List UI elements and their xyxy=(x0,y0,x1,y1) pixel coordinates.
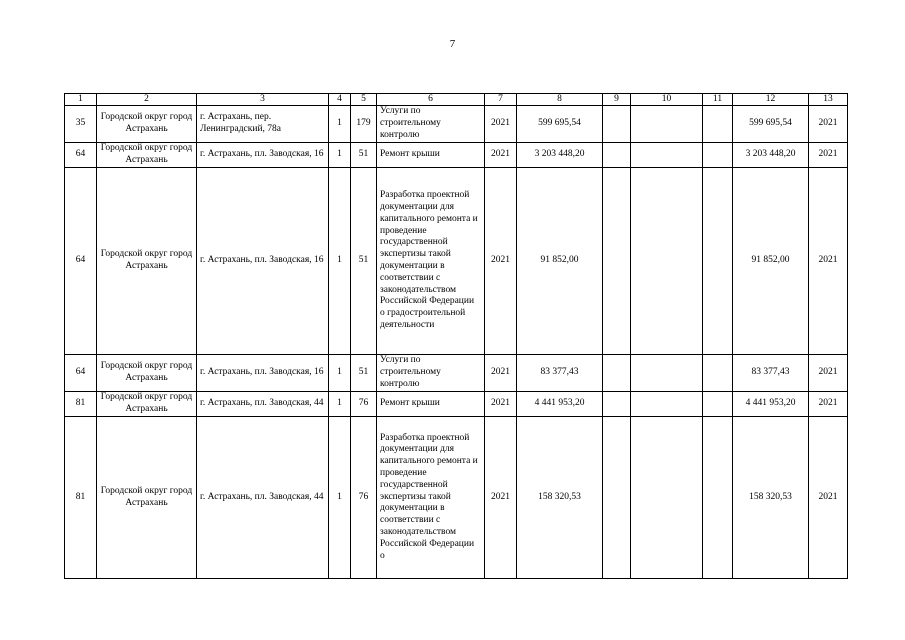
year-end: 2021 xyxy=(809,355,848,392)
col-9 xyxy=(603,392,631,417)
col-4: 1 xyxy=(329,143,351,168)
col-5: 179 xyxy=(351,106,377,143)
col-5: 51 xyxy=(351,168,377,355)
year: 2021 xyxy=(485,143,517,168)
column-header: 8 xyxy=(517,94,603,106)
address: г. Астрахань, пер. Ленинградский, 78а xyxy=(197,106,329,143)
table-row xyxy=(65,143,848,168)
col-10 xyxy=(631,417,703,579)
work-type: Услуги по строительному контролю xyxy=(377,355,485,392)
col-9 xyxy=(603,168,631,355)
year-end: 2021 xyxy=(809,143,848,168)
cost: 3 203 448,20 xyxy=(517,143,603,168)
col-5: 51 xyxy=(351,143,377,168)
year: 2021 xyxy=(485,168,517,355)
address: г. Астрахань, пл. Заводская, 44 xyxy=(197,417,329,579)
year-end: 2021 xyxy=(809,392,848,417)
cost: 4 441 953,20 xyxy=(517,392,603,417)
col-5: 51 xyxy=(351,355,377,392)
column-header: 7 xyxy=(485,94,517,106)
municipality: Городской округ город Астрахань xyxy=(97,417,197,579)
cost: 83 377,43 xyxy=(517,355,603,392)
column-header: 13 xyxy=(809,94,848,106)
column-header: 5 xyxy=(351,94,377,106)
col-4: 1 xyxy=(329,106,351,143)
municipality: Городской округ город Астрахань xyxy=(97,106,197,143)
municipality: Городской округ город Астрахань xyxy=(97,355,197,392)
repair-plan-table xyxy=(64,93,848,579)
total: 3 203 448,20 xyxy=(733,143,809,168)
cost: 91 852,00 xyxy=(517,168,603,355)
column-header: 9 xyxy=(603,94,631,106)
column-header: 2 xyxy=(97,94,197,106)
row-number: 64 xyxy=(65,168,97,355)
col-4: 1 xyxy=(329,168,351,355)
table-row xyxy=(65,355,848,392)
col-4: 1 xyxy=(329,417,351,579)
page-number: 7 xyxy=(449,38,456,50)
column-header: 3 xyxy=(197,94,329,106)
table-row xyxy=(65,106,848,143)
row-number: 64 xyxy=(65,143,97,168)
col-10 xyxy=(631,143,703,168)
work-type: Разработка проектной документации для капитального ремонта и проведение государственной экспертизы такой документации в соответствии с законодательством Российской Федерации о градостроительной деятельности xyxy=(377,168,485,355)
col-10 xyxy=(631,168,703,355)
year-end: 2021 xyxy=(809,106,848,143)
year-end: 2021 xyxy=(809,417,848,579)
municipality: Городской округ город Астрахань xyxy=(97,392,197,417)
table-row xyxy=(65,168,848,355)
column-header: 4 xyxy=(329,94,351,106)
total: 83 377,43 xyxy=(733,355,809,392)
row-number: 35 xyxy=(65,106,97,143)
work-type: Ремонт крыши xyxy=(377,143,485,168)
col-11 xyxy=(703,392,733,417)
col-10 xyxy=(631,355,703,392)
address: г. Астрахань, пл. Заводская, 16 xyxy=(197,355,329,392)
year-end: 2021 xyxy=(809,168,848,355)
total: 91 852,00 xyxy=(733,168,809,355)
municipality: Городской округ город Астрахань xyxy=(97,168,197,355)
col-11 xyxy=(703,168,733,355)
col-4: 1 xyxy=(329,355,351,392)
col-11 xyxy=(703,143,733,168)
col-11 xyxy=(703,106,733,143)
column-header: 11 xyxy=(703,94,733,106)
address: г. Астрахань, пл. Заводская, 16 xyxy=(197,168,329,355)
table-row xyxy=(65,417,848,579)
year: 2021 xyxy=(485,106,517,143)
col-9 xyxy=(603,143,631,168)
col-11 xyxy=(703,417,733,579)
year: 2021 xyxy=(485,355,517,392)
address: г. Астрахань, пл. Заводская, 44 xyxy=(197,392,329,417)
work-type: Услуги по строительному контролю xyxy=(377,106,485,143)
total: 599 695,54 xyxy=(733,106,809,143)
cost: 599 695,54 xyxy=(517,106,603,143)
col-5: 76 xyxy=(351,417,377,579)
column-header: 1 xyxy=(65,94,97,106)
col-10 xyxy=(631,106,703,143)
total: 158 320,53 xyxy=(733,417,809,579)
row-number: 81 xyxy=(65,417,97,579)
col-10 xyxy=(631,392,703,417)
column-header: 6 xyxy=(377,94,485,106)
row-number: 64 xyxy=(65,355,97,392)
col-11 xyxy=(703,355,733,392)
row-number: 81 xyxy=(65,392,97,417)
total: 4 441 953,20 xyxy=(733,392,809,417)
col-9 xyxy=(603,106,631,143)
year: 2021 xyxy=(485,392,517,417)
col-9 xyxy=(603,355,631,392)
work-type: Ремонт крыши xyxy=(377,392,485,417)
municipality: Городской округ город Астрахань xyxy=(97,143,197,168)
cost: 158 320,53 xyxy=(517,417,603,579)
col-4: 1 xyxy=(329,392,351,417)
column-number-row xyxy=(65,94,848,106)
column-header: 10 xyxy=(631,94,703,106)
col-5: 76 xyxy=(351,392,377,417)
column-header: 12 xyxy=(733,94,809,106)
work-type: Разработка проектной документации для капитального ремонта и проведение государственной экспертизы такой документации в соответствии с законодательством Российской Федерации о xyxy=(377,417,485,579)
year: 2021 xyxy=(485,417,517,579)
table-row xyxy=(65,392,848,417)
address: г. Астрахань, пл. Заводская, 16 xyxy=(197,143,329,168)
col-9 xyxy=(603,417,631,579)
